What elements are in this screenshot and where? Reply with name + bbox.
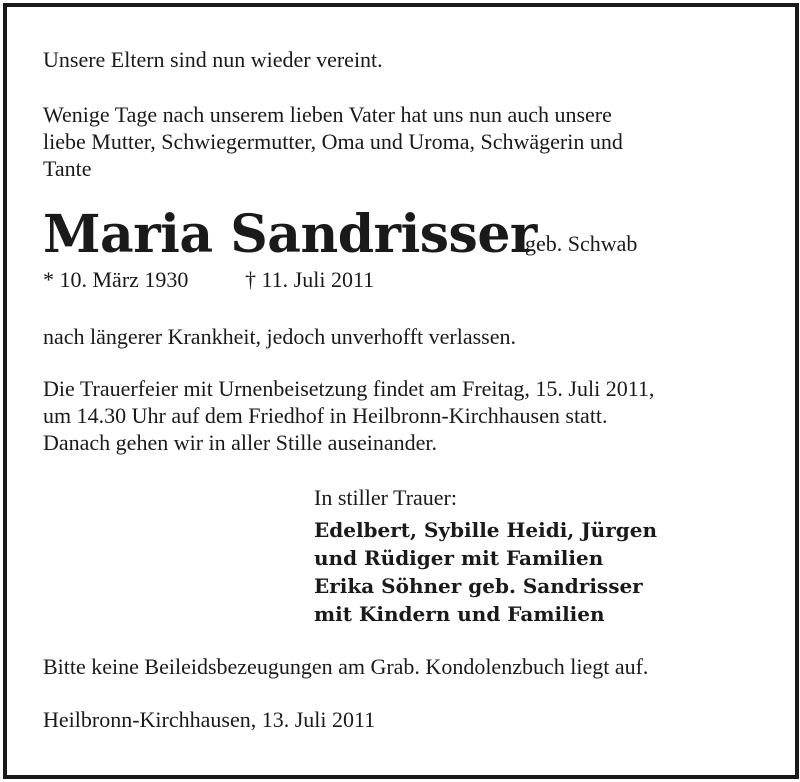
intro-text: Unsere Eltern sind nun wieder vereint. <box>43 47 383 72</box>
paragraph-line: Wenige Tage nach unserem lieben Vater hat uns nun auch unsere <box>43 102 612 127</box>
mourner-line: mit Kindern und Familien <box>314 602 605 626</box>
mourning-intro: In stiller Trauer: <box>314 485 457 510</box>
birth-date: * 10. März 1930 <box>43 267 189 292</box>
request-text: Bitte keine Beileidsbezeugungen am Grab. Kondolenzbuch liegt auf. <box>43 654 649 679</box>
mourner-line: Erika Söhner geb. Sandrisser <box>314 574 643 598</box>
passing-text: nach längerer Krankheit, jedoch unverhofft verlassen. <box>43 324 517 349</box>
mourner-line: und Rüdiger mit Familien <box>314 546 604 570</box>
paragraph-line: Tante <box>43 156 92 181</box>
death-date: † 11. Juli 2011 <box>245 267 375 292</box>
funeral-line: Danach gehen wir in aller Stille auseinander. <box>43 430 438 455</box>
deceased-name: Maria Sandrisser <box>43 204 537 265</box>
place-date: Heilbronn-Kirchhausen, 13. Juli 2011 <box>43 707 376 732</box>
funeral-line: Die Trauerfeier mit Urnenbeisetzung findet am Freitag, 15. Juli 2011, <box>43 376 655 401</box>
maiden-name: geb. Schwab <box>525 231 638 256</box>
mourner-line: Edelbert, Sybille Heidi, Jürgen <box>314 518 658 542</box>
funeral-line: um 14.30 Uhr auf dem Friedhof in Heilbronn-Kirchhausen statt. <box>43 403 608 428</box>
paragraph-line: liebe Mutter, Schwiegermutter, Oma und Uroma, Schwägerin und <box>43 129 623 154</box>
